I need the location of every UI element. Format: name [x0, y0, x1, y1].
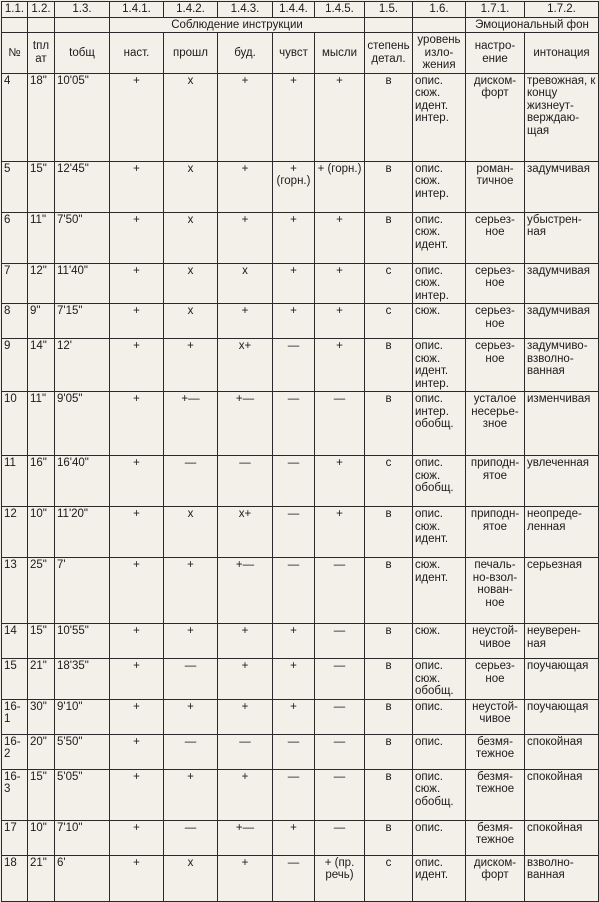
cell-t-total: 7'	[55, 558, 110, 624]
cell-detail-degree: в	[365, 161, 413, 212]
cell-thoughts: +	[315, 339, 365, 392]
table-row	[2, 558, 599, 624]
cell-t-total: 12'45"	[55, 161, 110, 212]
cell-future: +—	[218, 820, 273, 855]
cell-t-plat: 12"	[28, 263, 55, 304]
cell-thoughts: +	[315, 507, 365, 558]
cell-present: +	[110, 699, 164, 734]
cell-mood: неустой-чивое	[466, 624, 525, 659]
cell-future: —	[218, 734, 273, 769]
cell-feelings: —	[273, 456, 315, 507]
cell-mood: серьез-ное	[466, 212, 525, 263]
cell-detail-degree: с	[365, 855, 413, 901]
cell-past: —	[164, 456, 218, 507]
column-header-row	[2, 33, 599, 74]
cell-number: 14	[2, 624, 28, 659]
cell-t-plat: 11"	[28, 392, 55, 456]
cell-presentation-level: опис. сюж. интер.	[413, 263, 466, 304]
cell-thoughts: —	[315, 558, 365, 624]
cell-presentation-level: опис. сюж. обобщ.	[413, 456, 466, 507]
cell-future: +	[218, 73, 273, 161]
cell-present: +	[110, 558, 164, 624]
header-mood: настро-ение	[466, 33, 525, 74]
cell-presentation-level: опис. сюж. обобщ.	[413, 659, 466, 700]
cell-past: х	[164, 161, 218, 212]
cell-feelings: + (горн.)	[273, 161, 315, 212]
cell-presentation-level: опис. сюж. идент.	[413, 212, 466, 263]
cell-present: +	[110, 212, 164, 263]
cell-present: +	[110, 855, 164, 901]
cell-presentation-level: сюж. идент.	[413, 558, 466, 624]
cell-mood: безмя-тежное	[466, 769, 525, 820]
cell-mood: неустой-чивое	[466, 699, 525, 734]
emotional-group-header: Эмоциональный фон	[466, 17, 599, 33]
cell-intonation: задумчивая	[525, 161, 599, 212]
cell-detail-degree: в	[365, 392, 413, 456]
cell-thoughts: +	[315, 263, 365, 304]
cell-present: +	[110, 392, 164, 456]
cell-t-plat: 21"	[28, 659, 55, 700]
table-row	[2, 304, 599, 339]
cell-t-total: 16'40"	[55, 456, 110, 507]
table-row	[2, 624, 599, 659]
cell-feelings: +	[273, 263, 315, 304]
cell-mood: печаль-но-взол-нован-ное	[466, 558, 525, 624]
cell-feelings: —	[273, 769, 315, 820]
cell-past: х	[164, 507, 218, 558]
header-number: №	[2, 33, 28, 74]
cell-present: +	[110, 456, 164, 507]
cell-number: 17	[2, 820, 28, 855]
cell-thoughts: +	[315, 456, 365, 507]
cell-intonation: неуверен-ная	[525, 624, 599, 659]
header-future: буд.	[218, 33, 273, 74]
cell-detail-degree: в	[365, 73, 413, 161]
header-thoughts: мысли	[315, 33, 365, 74]
cell-future: +—	[218, 558, 273, 624]
cell-t-plat: 15"	[28, 769, 55, 820]
cell-t-plat: 11"	[28, 212, 55, 263]
table-body	[2, 73, 599, 901]
cell-feelings: +	[273, 212, 315, 263]
cell-mood: диском-форт	[466, 73, 525, 161]
cell-detail-degree: в	[365, 699, 413, 734]
table-row	[2, 699, 599, 734]
cell-thoughts: +	[315, 304, 365, 339]
header-intonation: интонация	[525, 33, 599, 74]
cell-t-total: 10'05"	[55, 73, 110, 161]
cell-detail-degree: в	[365, 769, 413, 820]
cell-detail-degree: в	[365, 507, 413, 558]
header-present: наст.	[110, 33, 164, 74]
col-number: 1.4.4.	[273, 2, 315, 18]
cell-detail-degree: с	[365, 263, 413, 304]
table-row	[2, 659, 599, 700]
cell-present: +	[110, 734, 164, 769]
cell-detail-degree: в	[365, 558, 413, 624]
cell-t-total: 9'05"	[55, 392, 110, 456]
table-row	[2, 820, 599, 855]
cell-number: 7	[2, 263, 28, 304]
cell-intonation: спокойная	[525, 769, 599, 820]
cell-future: х+	[218, 339, 273, 392]
cell-t-plat: 14"	[28, 339, 55, 392]
cell-mood: серьез-ное	[466, 659, 525, 700]
cell-feelings: +	[273, 699, 315, 734]
cell-number: 5	[2, 161, 28, 212]
cell-future: х	[218, 263, 273, 304]
cell-thoughts: —	[315, 624, 365, 659]
cell-number: 10	[2, 392, 28, 456]
cell-feelings: +	[273, 304, 315, 339]
cell-t-total: 11'20"	[55, 507, 110, 558]
cell-past: х	[164, 73, 218, 161]
cell-past: х	[164, 263, 218, 304]
cell-mood: приподн-ятое	[466, 507, 525, 558]
cell-t-total: 7'15"	[55, 304, 110, 339]
cell-detail-degree: в	[365, 734, 413, 769]
table-row	[2, 212, 599, 263]
cell-present: +	[110, 624, 164, 659]
cell-future: +	[218, 659, 273, 700]
cell-t-total: 5'50"	[55, 734, 110, 769]
col-number: 1.4.1.	[110, 2, 164, 18]
cell-mood: роман-тичное	[466, 161, 525, 212]
table-row	[2, 855, 599, 901]
cell-future: х+	[218, 507, 273, 558]
cell-mood: усталое несерье-зное	[466, 392, 525, 456]
cell-mood: безмя-тежное	[466, 820, 525, 855]
cell-intonation: неопреде-ленная	[525, 507, 599, 558]
table-row	[2, 456, 599, 507]
cell-future: +	[218, 624, 273, 659]
cell-feelings: —	[273, 558, 315, 624]
cell-detail-degree: в	[365, 659, 413, 700]
cell-detail-degree: в	[365, 339, 413, 392]
col-number: 1.6.	[413, 2, 466, 18]
cell-intonation: увлеченная	[525, 456, 599, 507]
cell-t-total: 7'10"	[55, 820, 110, 855]
column-number-row	[2, 2, 599, 18]
cell-intonation: поучающая	[525, 659, 599, 700]
cell-number: 16-1	[2, 699, 28, 734]
cell-feelings: +	[273, 73, 315, 161]
cell-thoughts: + (пр. речь)	[315, 855, 365, 901]
col-number: 1.7.2.	[525, 2, 599, 18]
cell-presentation-level: опис. интер. обобщ.	[413, 392, 466, 456]
cell-past: +—	[164, 392, 218, 456]
cell-t-total: 5'05"	[55, 769, 110, 820]
cell-present: +	[110, 73, 164, 161]
cell-intonation: спокойная	[525, 734, 599, 769]
cell-t-plat: 18"	[28, 73, 55, 161]
cell-past: +	[164, 558, 218, 624]
cell-number: 8	[2, 304, 28, 339]
cell-detail-degree: с	[365, 304, 413, 339]
table-row	[2, 734, 599, 769]
cell-past: +	[164, 339, 218, 392]
cell-t-total: 10'55"	[55, 624, 110, 659]
cell-past: +	[164, 624, 218, 659]
header-t-total: tобщ	[55, 33, 110, 74]
cell-number: 12	[2, 507, 28, 558]
cell-past: +	[164, 769, 218, 820]
cell-past: х	[164, 304, 218, 339]
cell-future: +	[218, 769, 273, 820]
cell-mood: приподн-ятое	[466, 456, 525, 507]
cell-presentation-level: опис. сюж. идент. интер.	[413, 339, 466, 392]
cell-number: 18	[2, 855, 28, 901]
cell-t-plat: 20"	[28, 734, 55, 769]
cell-presentation-level: сюж.	[413, 304, 466, 339]
cell-past: +	[164, 699, 218, 734]
cell-t-total: 12'	[55, 339, 110, 392]
instruction-group-header: Соблюдение инструкции	[110, 17, 365, 33]
table-row	[2, 392, 599, 456]
cell-past: —	[164, 820, 218, 855]
cell-t-total: 7'50"	[55, 212, 110, 263]
cell-feelings: —	[273, 392, 315, 456]
cell-intonation: поучающая	[525, 699, 599, 734]
cell-intonation: задумчивая	[525, 304, 599, 339]
cell-past: х	[164, 212, 218, 263]
cell-thoughts: —	[315, 659, 365, 700]
cell-feelings: —	[273, 339, 315, 392]
cell-presentation-level: опис.	[413, 699, 466, 734]
cell-t-plat: 30"	[28, 699, 55, 734]
cell-feelings: —	[273, 734, 315, 769]
cell-presentation-level: опис. сюж. интер.	[413, 161, 466, 212]
cell-presentation-level: опис. сюж. обобщ.	[413, 769, 466, 820]
cell-feelings: +	[273, 624, 315, 659]
cell-number: 15	[2, 659, 28, 700]
header-feelings: чувст	[273, 33, 315, 74]
cell-past: —	[164, 734, 218, 769]
table-row	[2, 339, 599, 392]
cell-present: +	[110, 507, 164, 558]
cell-detail-degree: с	[365, 456, 413, 507]
cell-past: х	[164, 855, 218, 901]
table-row	[2, 769, 599, 820]
table-row	[2, 73, 599, 161]
table-row	[2, 161, 599, 212]
cell-thoughts: —	[315, 392, 365, 456]
header-detail-degree: степень детал.	[365, 33, 413, 74]
cell-mood: серьез-ное	[466, 263, 525, 304]
col-number: 1.4.2.	[164, 2, 218, 18]
cell-t-plat: 15"	[28, 624, 55, 659]
cell-detail-degree: в	[365, 212, 413, 263]
cell-presentation-level: опис.	[413, 820, 466, 855]
cell-future: +	[218, 304, 273, 339]
cell-present: +	[110, 304, 164, 339]
cell-t-total: 11'40"	[55, 263, 110, 304]
cell-intonation: задумчиво-взволно-ванная	[525, 339, 599, 392]
header-t-plat: tплат	[28, 33, 55, 74]
header-presentation-level: уровень изло-жения	[413, 33, 466, 74]
cell-t-plat: 16"	[28, 456, 55, 507]
cell-future: +	[218, 212, 273, 263]
cell-presentation-level: опис.	[413, 734, 466, 769]
cell-intonation: задумчивая	[525, 263, 599, 304]
col-number: 1.5.	[365, 2, 413, 18]
cell-presentation-level: опис. сюж. идент.	[413, 507, 466, 558]
cell-t-plat: 21"	[28, 855, 55, 901]
cell-present: +	[110, 339, 164, 392]
cell-past: —	[164, 659, 218, 700]
cell-intonation: изменчивая	[525, 392, 599, 456]
cell-t-total: 9'10"	[55, 699, 110, 734]
cell-thoughts: +	[315, 212, 365, 263]
cell-mood: серьез-ное	[466, 304, 525, 339]
cell-intonation: спокойная	[525, 820, 599, 855]
cell-present: +	[110, 769, 164, 820]
cell-present: +	[110, 820, 164, 855]
cell-t-plat: 25"	[28, 558, 55, 624]
cell-thoughts: +	[315, 73, 365, 161]
cell-future: —	[218, 456, 273, 507]
table-row	[2, 507, 599, 558]
cell-feelings: +	[273, 659, 315, 700]
cell-presentation-level: опис. идент.	[413, 855, 466, 901]
cell-feelings: +	[273, 820, 315, 855]
cell-thoughts: —	[315, 769, 365, 820]
cell-thoughts: —	[315, 734, 365, 769]
col-number: 1.2.	[28, 2, 55, 18]
cell-number: 16-2	[2, 734, 28, 769]
cell-number: 11	[2, 456, 28, 507]
cell-number: 16-3	[2, 769, 28, 820]
cell-future: +—	[218, 392, 273, 456]
cell-t-total: 6'	[55, 855, 110, 901]
cell-number: 6	[2, 212, 28, 263]
cell-mood: диском-форт	[466, 855, 525, 901]
cell-detail-degree: в	[365, 820, 413, 855]
cell-future: +	[218, 161, 273, 212]
cell-t-plat: 10"	[28, 507, 55, 558]
col-number: 1.1.	[2, 2, 28, 18]
cell-t-plat: 15"	[28, 161, 55, 212]
cell-number: 9	[2, 339, 28, 392]
col-number: 1.4.5.	[315, 2, 365, 18]
cell-thoughts: + (горн.)	[315, 161, 365, 212]
cell-detail-degree: в	[365, 624, 413, 659]
data-table	[1, 1, 599, 902]
group-header-row	[2, 17, 599, 33]
cell-intonation: убыстрен-ная	[525, 212, 599, 263]
cell-intonation: тревожная, к концу жизнеут-верждаю-щая	[525, 73, 599, 161]
cell-t-plat: 9"	[28, 304, 55, 339]
col-number: 1.7.1.	[466, 2, 525, 18]
cell-feelings: —	[273, 855, 315, 901]
cell-number: 13	[2, 558, 28, 624]
col-number: 1.3.	[55, 2, 110, 18]
cell-present: +	[110, 263, 164, 304]
table-row	[2, 263, 599, 304]
cell-t-total: 18'35"	[55, 659, 110, 700]
cell-future: +	[218, 855, 273, 901]
cell-mood: серьез-ное	[466, 339, 525, 392]
cell-thoughts: —	[315, 699, 365, 734]
cell-presentation-level: опис. сюж. идент. интер.	[413, 73, 466, 161]
cell-intonation: серьезная	[525, 558, 599, 624]
cell-mood: безмя-тежное	[466, 734, 525, 769]
cell-presentation-level: сюж.	[413, 624, 466, 659]
cell-t-plat: 10"	[28, 820, 55, 855]
cell-present: +	[110, 161, 164, 212]
cell-thoughts: —	[315, 820, 365, 855]
cell-future: +	[218, 699, 273, 734]
cell-intonation: взволно-ванная	[525, 855, 599, 901]
col-number: 1.4.3.	[218, 2, 273, 18]
cell-feelings: —	[273, 507, 315, 558]
cell-present: +	[110, 659, 164, 700]
cell-number: 4	[2, 73, 28, 161]
header-past: прошл	[164, 33, 218, 74]
